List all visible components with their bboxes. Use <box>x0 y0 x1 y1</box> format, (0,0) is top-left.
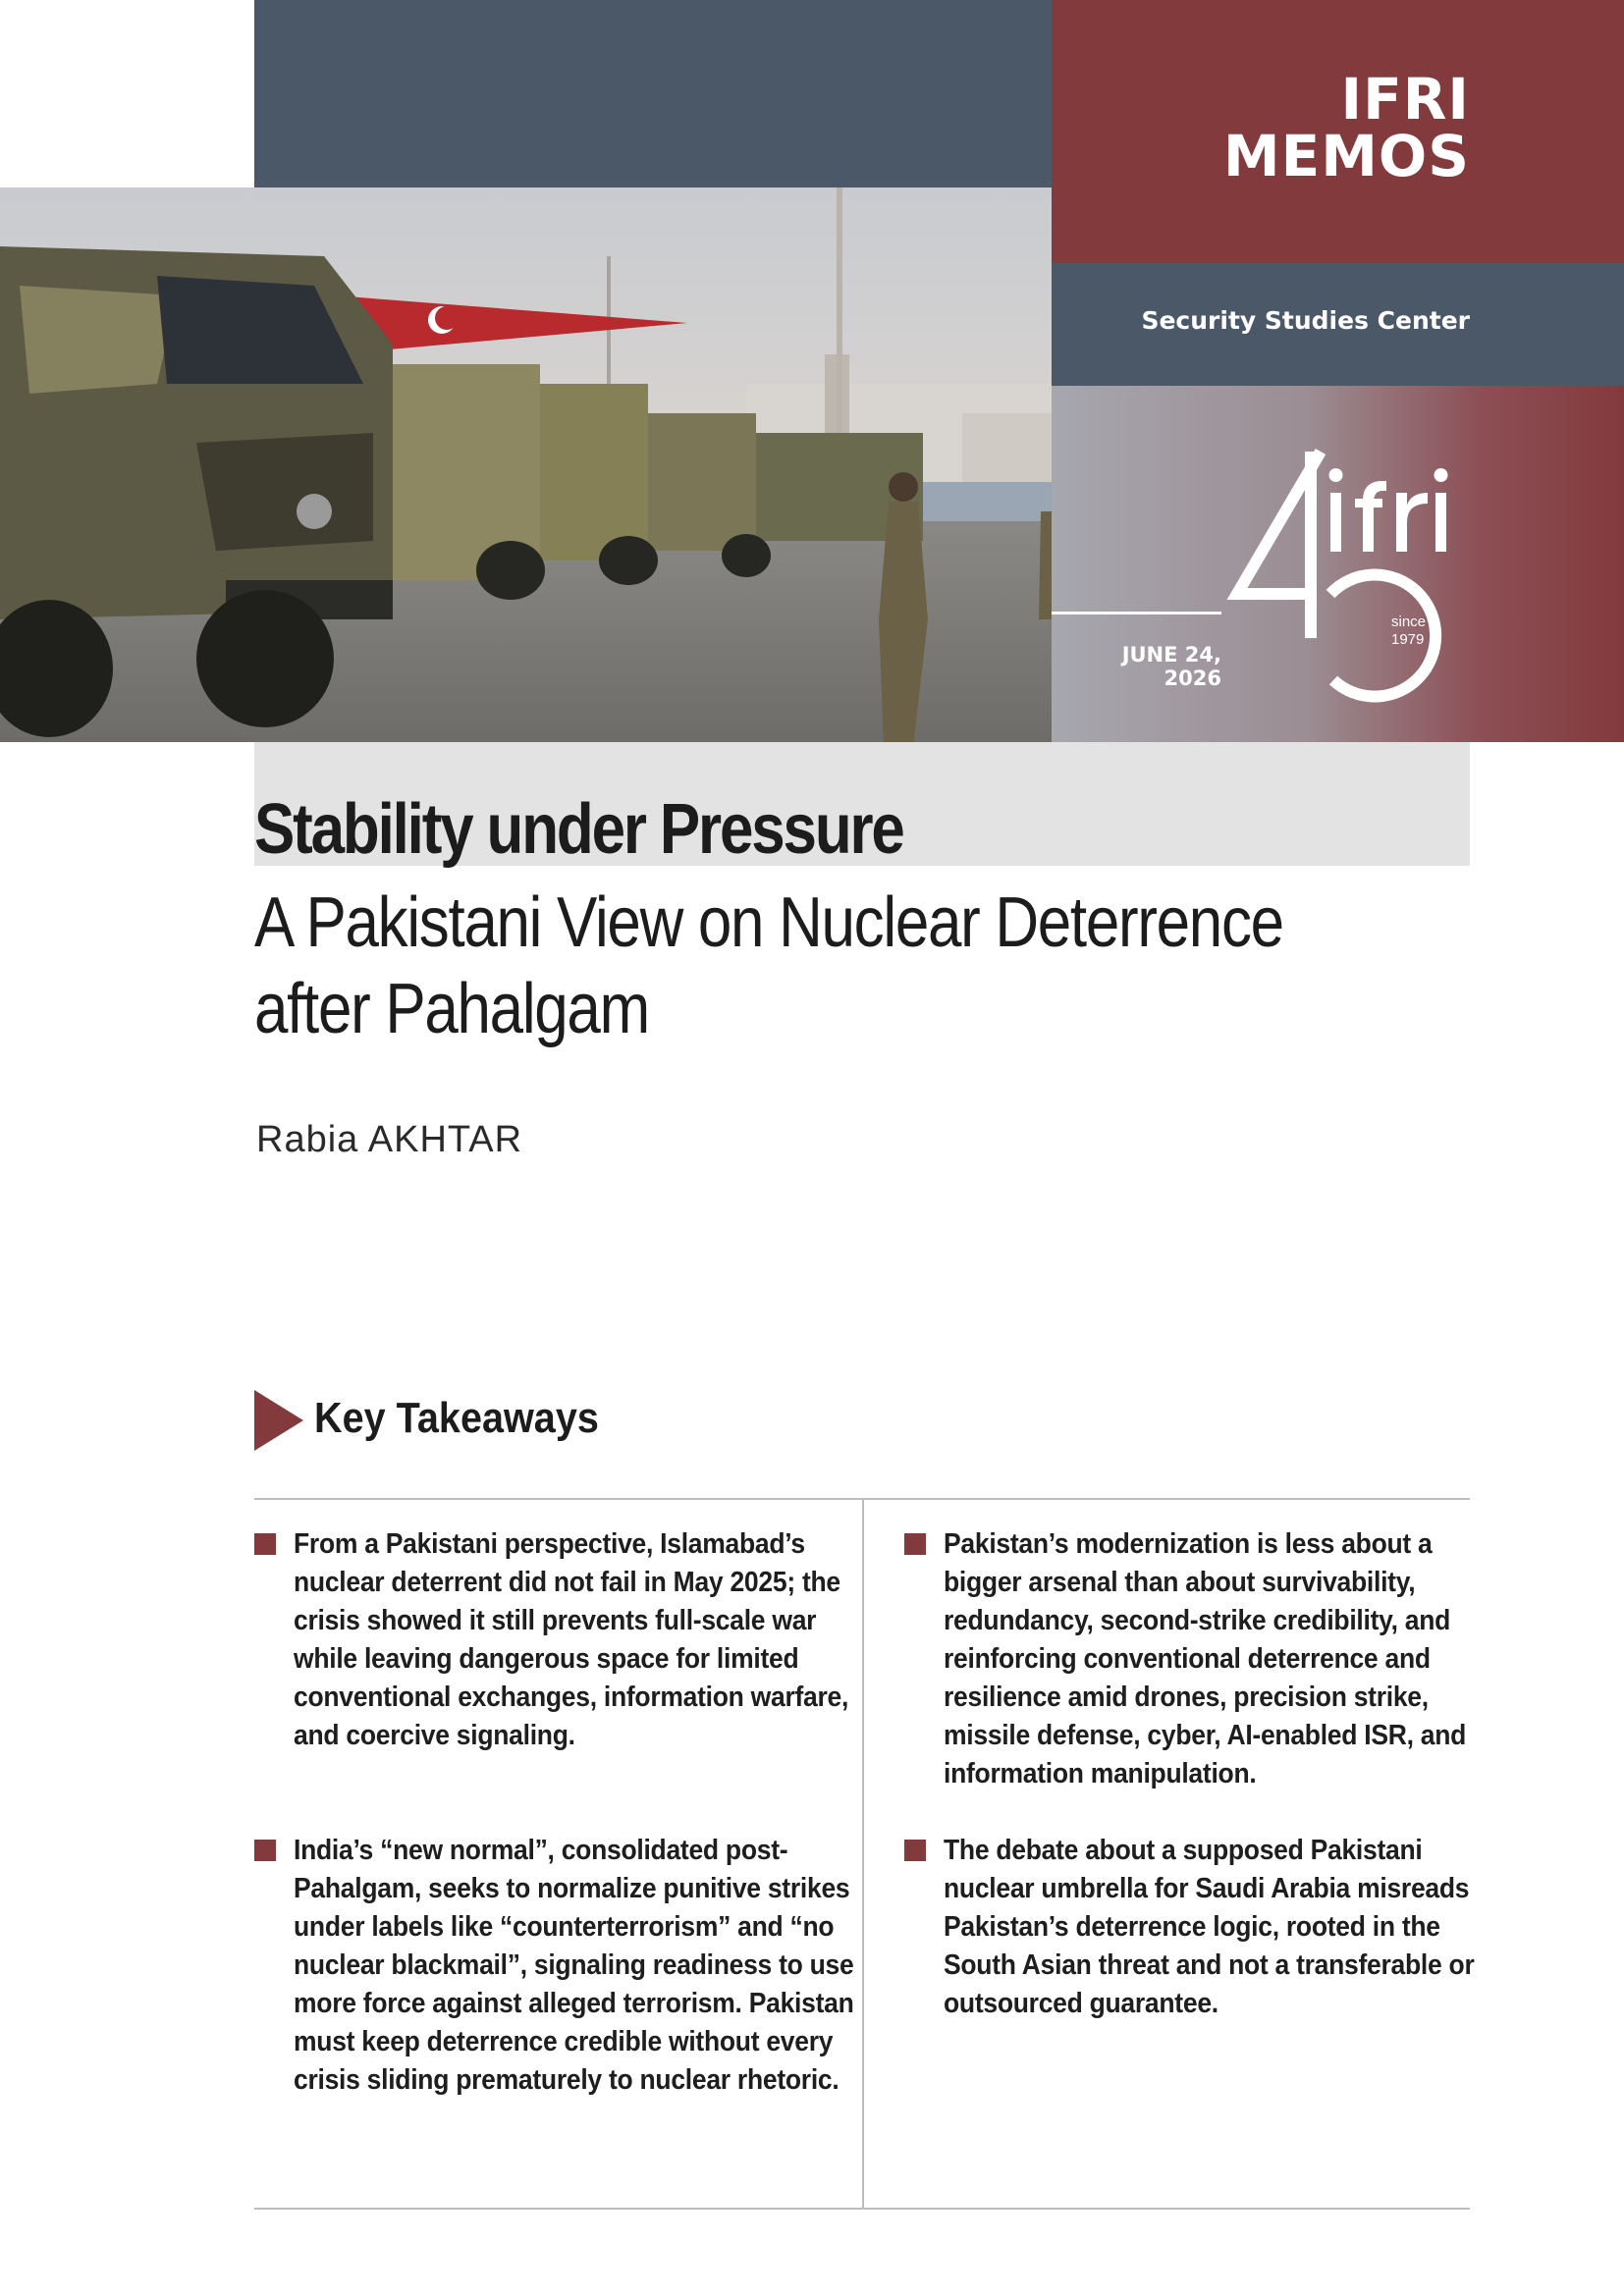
takeaway-text: India’s “new normal”, consolidated post-Pahalgam, seeks to normalize punitive strikes under labels like “counterterrorism” and “no nuclear blackmail”, signaling readiness to use more force against alleged terrorism. Pakistan must keep deterrence credible without every crisis sliding prematurely to nuclear rhetoric. <box>294 1835 854 2096</box>
publication-date <box>1052 643 1221 690</box>
series-logo <box>1222 66 1470 189</box>
date-rule <box>1052 612 1221 614</box>
takeaway-item <box>904 1525 1513 1793</box>
takeaway-item <box>254 1832 863 2100</box>
takeaways-bottom-rule <box>254 2208 1470 2210</box>
logo-since-label: since <box>1391 614 1427 630</box>
play-arrow-icon <box>254 1390 303 1451</box>
series-logo-line1: IFRI <box>1340 66 1470 133</box>
ifri-40-logo <box>1218 432 1473 717</box>
subtitle-line1: A Pakistani View on Nuclear Deterrence <box>254 883 1283 962</box>
logo-since-year: 1979 <box>1391 631 1425 648</box>
date-line1: JUNE 24, <box>1121 643 1221 667</box>
author-name: Rabia AKHTAR <box>256 1119 523 1160</box>
takeaway-text: The debate about a supposed Pakistani nuclear umbrella for Saudi Arabia misreads Pakistan’s deterrence logic, rooted in the South Asian threat and not a transferable or outsourced guarantee. <box>944 1835 1475 2019</box>
key-takeaways-heading: Key Takeaways <box>314 1394 599 1442</box>
bullet-square-icon <box>254 1840 276 1861</box>
page-title: Stability under Pressure <box>254 790 903 869</box>
takeaway-item <box>254 1525 863 1755</box>
subtitle-line2: after Pahalgam <box>254 970 649 1048</box>
takeaway-text: From a Pakistani perspective, Islamabad’s nuclear deterrent did not fail in May 2025; the crisis showed it still prevents full-scale war while leaving dangerous space for limited conventional exchanges, information warfare, and coercive signaling. <box>294 1528 849 1751</box>
series-logo-line2: MEMOS <box>1222 123 1470 189</box>
bullet-square-icon <box>254 1533 276 1555</box>
center-name: Security Studies Center <box>1141 306 1470 335</box>
date-line2: 2026 <box>1164 667 1221 690</box>
bullet-square-icon <box>904 1533 926 1555</box>
header-slate-block <box>254 0 1052 187</box>
page-subtitle <box>254 880 1283 1052</box>
takeaway-item <box>904 1832 1513 2023</box>
takeaway-text: Pakistan’s modernization is less about a bigger arsenal than about survivability, redundancy, second-strike credibility, and reinforcing conventional deterrence and resilience amid drones, precision strike, missile defense, cyber, AI-enabled ISR, and information manipulation. <box>944 1528 1467 1789</box>
military-parade-photo <box>0 187 1052 742</box>
bullet-square-icon <box>904 1840 926 1861</box>
